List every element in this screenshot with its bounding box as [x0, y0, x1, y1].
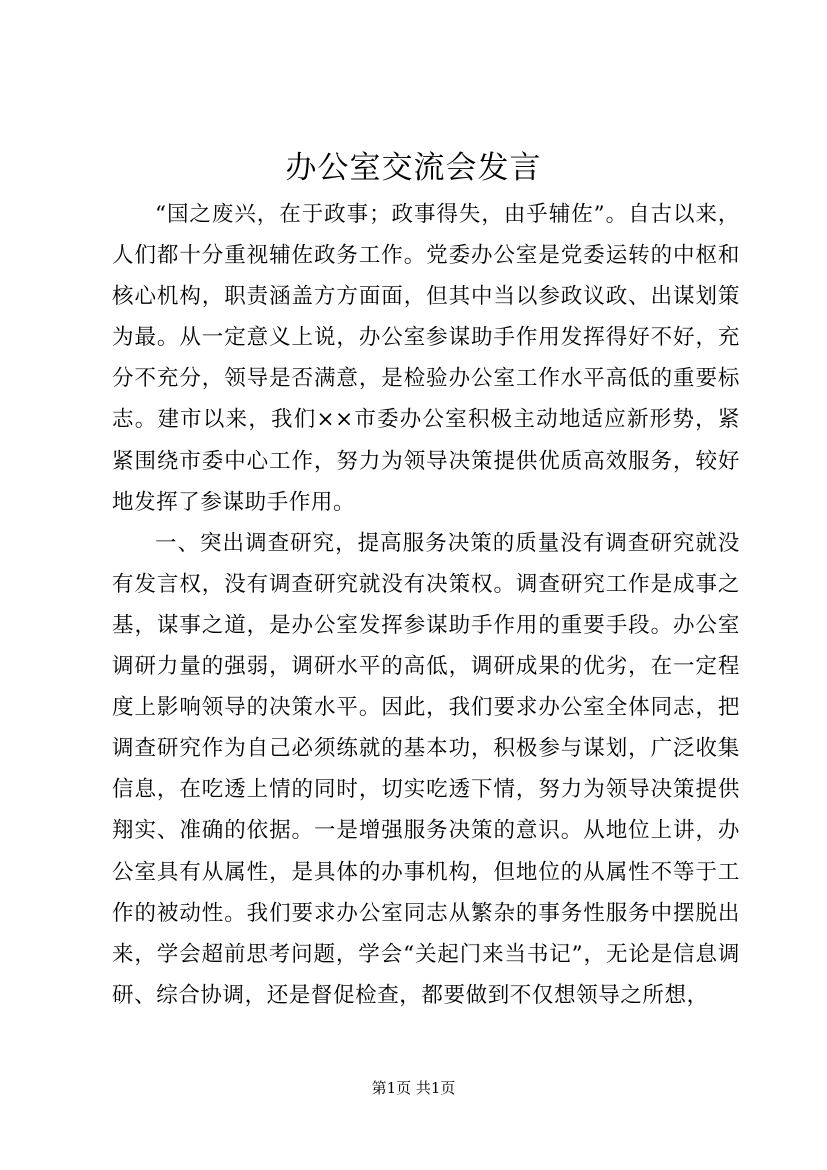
document-body — [112, 194, 740, 1016]
document-title: 办公室交流会发言 — [285, 150, 542, 186]
paragraph-intro: “国之废兴，在于政事；政事得失，由乎辅佐”。自古以来，人们都十分重视辅佐政务工作。党委办公室是党委运转的中枢和核心机构，职责涵盖方方面面，但其中当以参政议政、出谋划策为最。从一定意义上说，办公室参谋助手作用发挥得好不好，充分不充分，领导是否满意，是检验办公室工作水平高低的重要标志。建市以来，我们××市委办公室积极主动地适应新形势，紧紧围绕市委中心工作，努力为领导决策提供优质高效服务，较好地发挥了参谋助手作用。 — [112, 202, 740, 515]
paragraph-section-one: 一、突出调查研究，提高服务决策的质量没有调查研究就没有发言权，没有调查研究就没有决策权。调查研究工作是成事之基，谋事之道，是办公室发挥参谋助手作用的重要手段。办公室调研力量的强弱，调研水平的高低，调研成果的优劣，在一定程度上影响领导的决策水平。因此，我们要求办公室全体同志，把调查研究作为自己必须练就的基本功，积极参与谋划，广泛收集信息，在吃透上情的同时，切实吃透下情，努力为领导决策提供翔实、准确的依据。一是增强服务决策的意识。从地位上讲，办公室具有从属性，是具体的办事机构，但地位的从属性不等于工作的被动性。我们要求办公室同志从繁杂的事务性服务中摆脱出来，学会超前思考问题，学会“关起门来当书记”，无论是信息调研、综合协调，还是督促检查，都要做到不仅想领导之所想， — [112, 530, 740, 1008]
page-number-footer: 第1页 共1页 — [371, 1079, 456, 1097]
